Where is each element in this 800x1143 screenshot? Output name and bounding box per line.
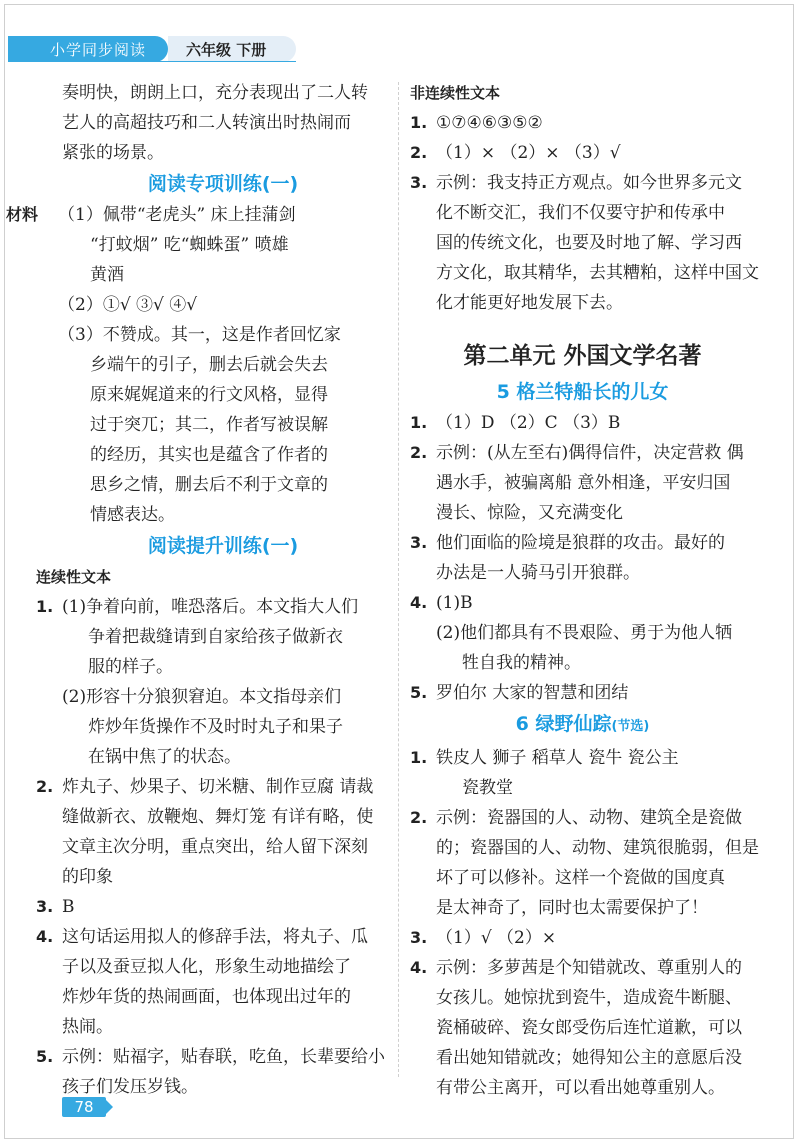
section-title: 阅读提升训练(一) [147, 535, 299, 557]
text-line: 争着把裁缝请到自家给孩子做新衣 [88, 627, 343, 647]
answer-item [410, 108, 755, 138]
left-column [6, 78, 385, 1102]
text-line: 服的样子。 [88, 657, 173, 677]
grade-tab [168, 36, 296, 62]
text-line: (1)B [436, 593, 473, 613]
answer-item [36, 1042, 385, 1102]
text-line: B [62, 897, 75, 917]
text-line: 办法是一人骑马引开狼群。 [436, 563, 640, 583]
intro-paragraph [62, 78, 384, 168]
item-number: 2. [410, 443, 428, 462]
text-line: 示例：多萝茜是个知错就改、尊重别人的 [436, 958, 742, 978]
item-number: 2. [410, 143, 428, 162]
answer-item [36, 772, 384, 892]
text-line: 漫长、惊险，又充满变化 [436, 503, 623, 523]
material-block [6, 200, 384, 530]
subsection-title: 非连续性文本 [410, 84, 501, 102]
text-line: （2）①√ ③√ ④√ [58, 295, 198, 315]
text-line: ①⑦④⑥③⑤② [436, 113, 543, 133]
text-line: 的；瓷器国的人、动物、建筑很脆弱，但是 [436, 838, 759, 858]
text-line: “打蚊烟” 吃“蜘蛛蛋” 喷雄 [90, 235, 289, 255]
item-number: 5. [36, 1047, 54, 1066]
text-line: （1）√ （2）× [436, 928, 557, 948]
text-line: 牲自我的精神。 [462, 653, 581, 673]
text-line: 他们面临的险境是狼群的攻击。最好的 [436, 533, 725, 553]
text-line: 有带公主离开，可以看出她尊重别人。 [436, 1078, 725, 1098]
text-line: 情感表达。 [90, 505, 175, 525]
lesson-title [410, 708, 755, 743]
text-line: 示例：瓷器国的人、动物、建筑全是瓷做 [436, 808, 742, 828]
material-label: 材料 [6, 205, 39, 224]
item-number: 1. [410, 113, 428, 132]
header-rule [8, 61, 296, 62]
item-number: 4. [36, 927, 54, 946]
answer-item [410, 438, 755, 528]
answer-item [410, 953, 755, 1103]
text-line: 罗伯尔 大家的智慧和团结 [436, 683, 629, 703]
text-line: 的印象 [62, 867, 113, 887]
text-line: 炸炒年货操作不及时时丸子和果子 [88, 717, 343, 737]
text-line: （1）D （2）C （3）B [436, 413, 621, 433]
answer-item [36, 592, 384, 772]
answer-item [410, 803, 759, 923]
item-number: 1. [36, 597, 54, 616]
text-line: 化才能更好地发展下去。 [436, 293, 623, 313]
answer-item [410, 678, 755, 708]
item-number: 2. [36, 777, 54, 796]
right-column [410, 78, 759, 1103]
text-line: 这句话运用拟人的修辞手法，将丸子、瓜 [62, 927, 368, 947]
text-line: 思乡之情，删去后不利于文章的 [90, 475, 328, 495]
text-line: 瓷桶破碎、瓷女郎受伤后连忙道歉，可以 [436, 1018, 742, 1038]
grade-label: 六年级 下册 [186, 41, 267, 59]
lesson-title: 5 格兰特船长的儿女 [496, 381, 669, 403]
item-number: 1. [410, 413, 428, 432]
page-number-arrow-icon [106, 1100, 113, 1114]
text-line: 在锅中焦了的状态。 [88, 747, 241, 767]
answer-item [410, 923, 755, 953]
column-divider [398, 82, 399, 1077]
text-line: 遇水手，被骗离船 意外相逢，平安归国 [436, 473, 731, 493]
text-line: 孩子们发压岁钱。 [62, 1077, 198, 1097]
unit-title: 第二单元 外国文学名著 [463, 343, 702, 369]
text-line: 子以及蚕豆拟人化，形象生动地描绘了 [62, 957, 351, 977]
answer-item [410, 168, 759, 318]
item-number: 3. [410, 173, 428, 192]
text-line: 化不断交汇，我们不仅要守护和传承中 [436, 203, 725, 223]
answer-item [410, 528, 755, 588]
text-line: 奏明快，朗朗上口，充分表现出了二人转 [62, 83, 368, 103]
subsection-title: 连续性文本 [36, 568, 112, 586]
page-number: 78 [62, 1097, 106, 1117]
text-line: 看出她知错就改；她得知公主的意愿后没 [436, 1048, 742, 1068]
item-number: 3. [36, 897, 54, 916]
item-number: 4. [410, 958, 428, 977]
text-line: 国的传统文化，也要及时地了解、学习西 [436, 233, 742, 253]
text-line: 方文化，取其精华，去其糟粕，这样中国文 [436, 263, 759, 283]
text-line: 是太神奇了，同时也太需要保护了！ [436, 898, 708, 918]
item-number: 2. [410, 808, 428, 827]
text-line: 紧张的场景。 [62, 143, 164, 163]
text-line: 黄酒 [90, 265, 124, 285]
text-line: 缝做新衣、放鞭炮、舞灯笼 有详有略，使 [62, 807, 374, 827]
text-line: 女孩儿。她惊扰到瓷牛，造成瓷牛断腿、 [436, 988, 742, 1008]
text-line: 示例：我支持正方观点。如今世界多元文 [436, 173, 742, 193]
answer-item [36, 922, 384, 1042]
answer-item [36, 892, 384, 922]
text-line: 的经历，其实也是蕴含了作者的 [90, 445, 328, 465]
answer-item [410, 408, 755, 438]
item-number: 3. [410, 928, 428, 947]
text-line: (2)他们都具有不畏艰险、勇于为他人牺 [436, 623, 733, 643]
text-line: 示例：(从左至右)偶得信件，决定营救 偶 [436, 443, 744, 463]
lesson-note: (节选) [611, 719, 650, 734]
text-line: 炸炒年货的热闹画面，也体现出过年的 [62, 987, 351, 1007]
text-line: (1)争着向前，唯恐落后。本文指大人们 [62, 597, 359, 617]
answer-item [410, 588, 755, 678]
series-title: 小学同步阅读 [50, 41, 147, 59]
text-line: 乡端午的引子，删去后就会失去 [90, 355, 328, 375]
text-line: （1）佩带“老虎头” 床上挂蒲剑 [58, 205, 296, 225]
text-line: 原来娓娓道来的行文风格，显得 [90, 385, 328, 405]
text-line: 文章主次分明，重点突出，给人留下深刻 [62, 837, 368, 857]
section-title: 阅读专项训练(一) [147, 173, 299, 195]
text-line: 瓷教堂 [462, 778, 513, 798]
item-number: 3. [410, 533, 428, 552]
text-line: 艺人的高超技巧和二人转演出时热闹而 [62, 113, 351, 133]
text-line: 炸丸子、炒果子、切米糖、制作豆腐 请裁 [62, 777, 374, 797]
item-number: 1. [410, 748, 428, 767]
text-line: 过于突兀；其二，作者写被误解 [90, 415, 328, 435]
text-line: (2)形容十分狼狈窘迫。本文指母亲们 [62, 687, 342, 707]
item-number: 5. [410, 683, 428, 702]
page-header [8, 36, 298, 62]
text-line: 铁皮人 狮子 稻草人 瓷牛 瓷公主 [436, 748, 679, 768]
series-tab [8, 36, 168, 62]
answer-item [410, 743, 755, 803]
text-line: 热闹。 [62, 1017, 113, 1037]
text-line: 坏了可以修补。这样一个瓷做的国度真 [436, 868, 725, 888]
text-line: （1）× （2）× （3）√ [436, 143, 621, 163]
text-line: 示例：贴福字，贴春联，吃鱼，长辈要给小 [62, 1047, 385, 1067]
item-number: 4. [410, 593, 428, 612]
answer-item [410, 138, 755, 168]
lesson-name: 6 绿野仙踪 [515, 713, 612, 735]
text-line: （3）不赞成。其一，这是作者回忆家 [58, 325, 341, 345]
